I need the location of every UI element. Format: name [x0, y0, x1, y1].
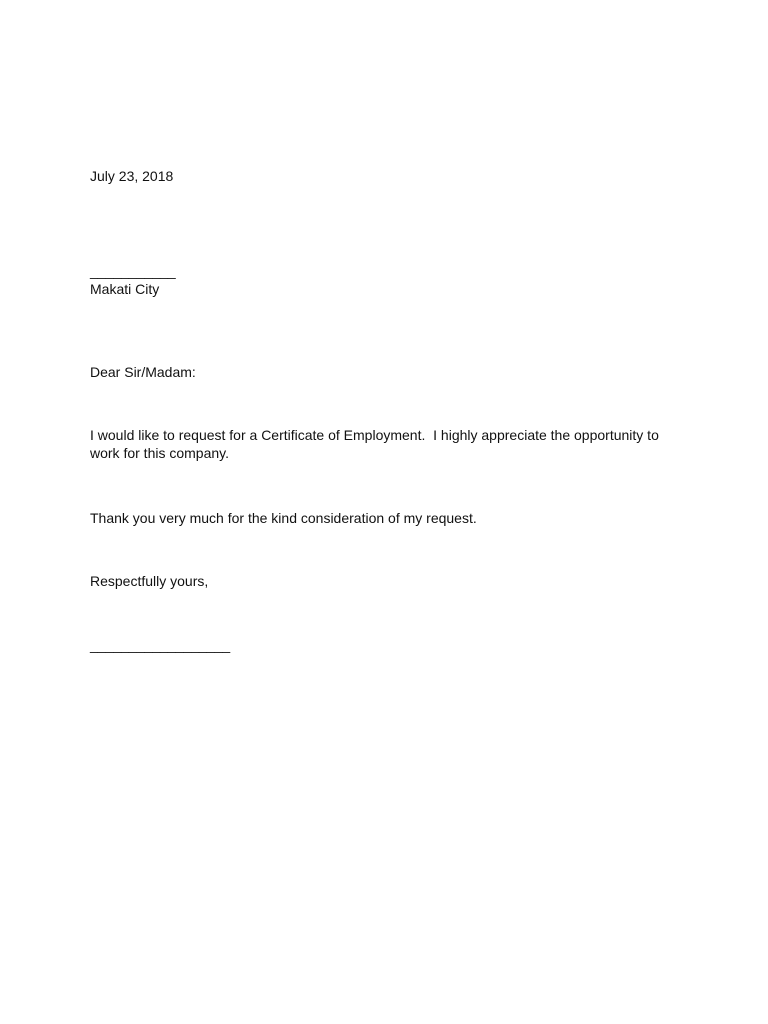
letter-date: July 23, 2018: [90, 168, 174, 184]
body-paragraph-2: Thank you very much for the kind consideration of my request.: [90, 510, 477, 526]
body-paragraph-1-line-2: work for this company.: [90, 445, 230, 461]
recipient-name-blank: ___________: [90, 263, 176, 279]
closing: Respectfully yours,: [90, 573, 209, 589]
salutation: Dear Sir/Madam:: [90, 364, 196, 380]
recipient-city: Makati City: [90, 281, 160, 297]
body-paragraph-1-line-1: I would like to request for a Certificate of Employment. I highly appreciate the opportunity to: [90, 427, 659, 443]
signature-line: __________________: [90, 637, 231, 653]
